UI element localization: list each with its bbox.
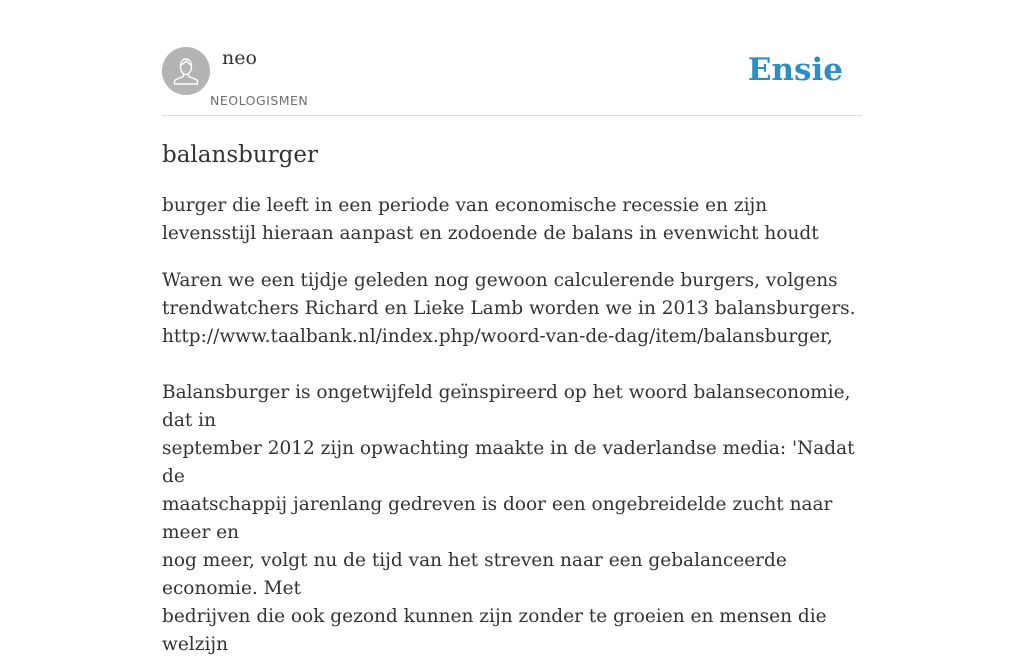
- example-line: Waren we een tijdje geleden nog gewoon calculerende burgers, volgens: [162, 270, 838, 291]
- example-line: bedrijven die ook gezond kunnen zijn zonder te groeien en mensen die welzijn: [162, 606, 827, 655]
- example-line: september 2012 zijn opwachting maakte in de vaderlandse media: 'Nadat de: [162, 438, 855, 487]
- entry-example: [162, 267, 862, 659]
- avatar[interactable]: [162, 47, 210, 95]
- example-line: nog meer, volgt nu de tijd van het streven naar een gebalanceerde economie. Met: [162, 550, 787, 599]
- example-line: maatschappij jarenlang gedreven is door een ongebreidelde zucht naar meer en: [162, 494, 833, 543]
- example-line: trendwatchers Richard en Lieke Lamb worden we in 2013 balansburgers.: [162, 298, 856, 319]
- ensie-logo[interactable]: Ensie: [747, 52, 843, 88]
- entry-title: balansburger: [162, 142, 318, 168]
- example-line: Balansburger is ongetwijfeld geïnspireerd op het woord balanseconomie, dat in: [162, 382, 851, 431]
- paragraph-gap: [162, 351, 862, 379]
- entry-header: [162, 0, 862, 116]
- user-silhouette-icon: [162, 47, 210, 95]
- author-name[interactable]: neo: [222, 47, 257, 69]
- category-label[interactable]: NEOLOGISMEN: [210, 93, 309, 108]
- entry-page: [162, 0, 862, 655]
- entry-definition: burger die leeft in een periode van economische recessie en zijn levensstijl hieraan aanpast en zodoende de balans in evenwicht houdt: [162, 195, 819, 244]
- example-source-url: http://www.taalbank.nl/index.php/woord-van-de-dag/item/balansburger,: [162, 326, 833, 347]
